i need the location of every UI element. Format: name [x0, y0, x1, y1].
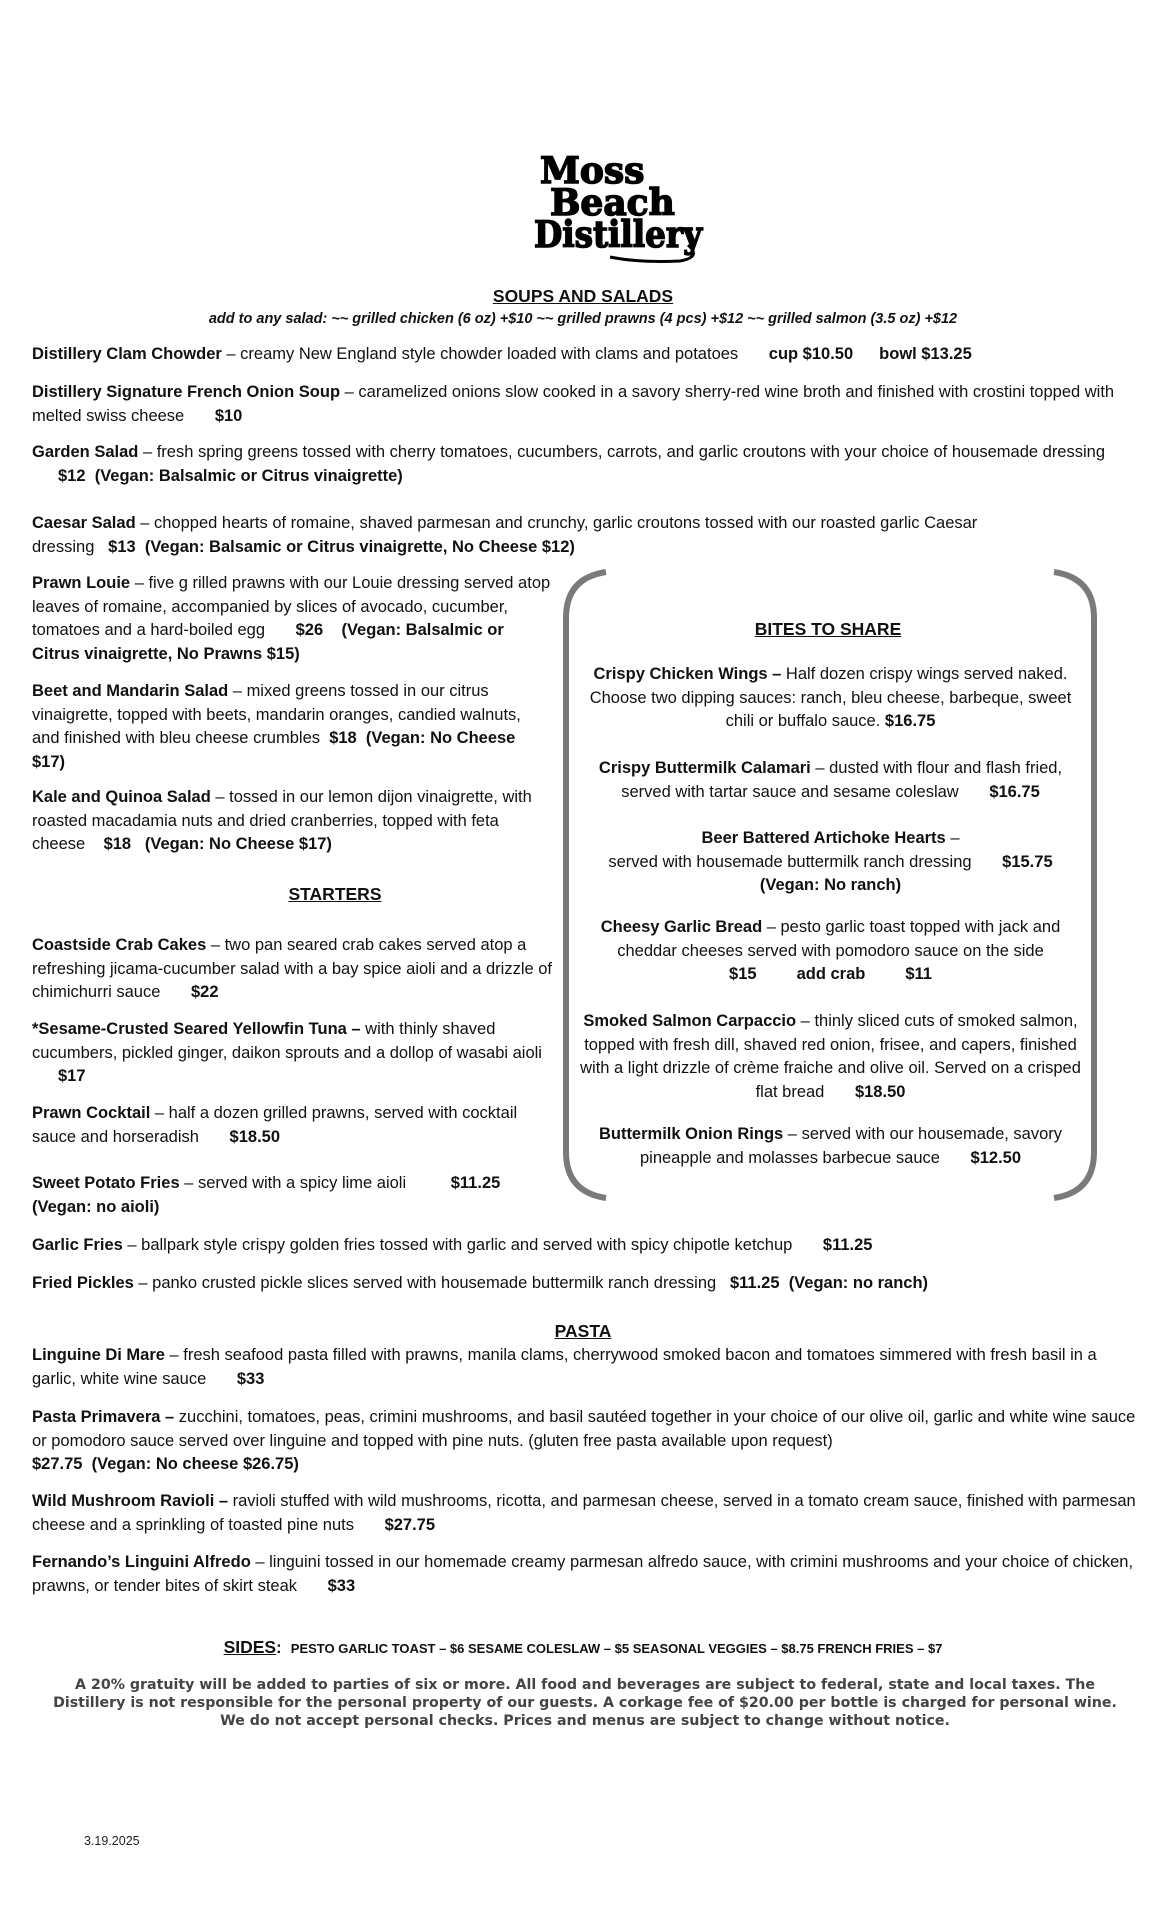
- item-name: Linguine Di Mare: [32, 1346, 165, 1364]
- item-vegan: (Vegan: No ranch): [759, 876, 902, 894]
- menu-item-chicken-wings: [578, 663, 1083, 734]
- item-name: Pasta Primavera –: [32, 1408, 175, 1426]
- item-name: Distillery Signature French Onion Soup: [32, 383, 341, 401]
- menu-item-mushroom-ravioli: [32, 1490, 1140, 1537]
- item-vegan: (Vegan: No Cheese $17): [144, 835, 332, 853]
- logo-line-distillery: Distillery: [534, 214, 703, 256]
- menu-item-linguine-di-mare: [32, 1344, 1140, 1391]
- item-desc: – fresh spring greens tossed with cherry tomatoes, cucumbers, carrots, and garlic croutons with your choice of housemade dressing: [138, 443, 1106, 461]
- item-vegan: (Vegan: Balsamic or Citrus vinaigrette, No Cheese $12): [144, 537, 575, 556]
- menu-item-fried-pickles: [32, 1272, 1132, 1296]
- bites-heading: BITES TO SHARE: [754, 619, 902, 639]
- item-price-cup: cup $10.50: [768, 345, 854, 363]
- menu-item-kale-quinoa-salad: [32, 786, 552, 857]
- item-price: $27.75: [32, 1455, 83, 1473]
- menu-item-garlic-bread: [578, 916, 1083, 987]
- menu-item-artichoke-hearts: [578, 827, 1083, 898]
- item-vegan: (Vegan: no aioli): [32, 1197, 160, 1216]
- item-vegan: (Vegan: Balsalmic or Citrus vinaigrette, No Prawns $15): [32, 621, 504, 663]
- item-name: Caesar Salad: [32, 514, 136, 532]
- item-price: $18: [103, 835, 132, 853]
- item-desc: – fresh seafood pasta filled with prawns, manila clams, cherrywood smoked bacon and tomatoes simmered with fresh basil in a garlic, white wine sauce: [32, 1346, 1097, 1388]
- item-name: Garlic Fries: [32, 1236, 123, 1254]
- item-name: Smoked Salmon Carpaccio: [583, 1012, 797, 1030]
- item-name: Kale and Quinoa Salad: [32, 788, 211, 806]
- item-vegan: (Vegan: no ranch): [788, 1274, 929, 1292]
- menu-item-crab-cakes: [32, 934, 552, 1005]
- item-name: Beer Battered Artichoke Hearts: [701, 829, 946, 847]
- item-price: $16.75: [884, 712, 936, 730]
- item-desc: – served with our housemade, savory pineapple and molasses barbecue sauce: [639, 1125, 1063, 1167]
- item-name: Fried Pickles: [32, 1274, 139, 1292]
- item-price: $27.75: [384, 1515, 436, 1534]
- item-desc: – caramelized onions slow cooked in a savory sherry-red wine broth and finished with crostini topped with melted swiss cheese: [32, 383, 1115, 425]
- item-desc: Half dozen crispy wings served naked. Choose two dipping sauces: ranch, bleu cheese, barbeque, sweet chili or buffalo sauce.: [589, 665, 1072, 730]
- menu-item-caesar-salad: [32, 512, 1042, 559]
- item-vegan: (Vegan: No Cheese $17): [32, 729, 516, 771]
- menu-date: 3.19.2025: [84, 1834, 140, 1848]
- item-desc: ravioli stuffed with wild mushrooms, ricotta, and parmesan cheese, served in a tomato cream sauce, finished with parmesan cheese and a sprinkling of toasted pine nuts: [32, 1492, 1136, 1534]
- item-name: Crispy Chicken Wings –: [593, 665, 782, 683]
- item-price: $18: [329, 729, 357, 747]
- menu-item-linguini-alfredo: [32, 1551, 1140, 1598]
- item-name: Distillery Clam Chowder: [32, 345, 222, 363]
- item-name: Prawn Cocktail: [32, 1104, 151, 1122]
- item-price: $26: [295, 621, 324, 639]
- item-price: $22: [190, 983, 219, 1001]
- item-price-bowl: bowl $13.25: [879, 345, 972, 363]
- item-name: *Sesame-Crusted Seared Yellowfin Tuna –: [32, 1020, 361, 1038]
- salad-addons: add to any salad: ~~ grilled chicken (6 oz) +$10 ~~ grilled prawns (4 pcs) +$12 ~~ grilled salmon (3.5 oz) +$12: [208, 311, 958, 327]
- item-name: Garden Salad: [32, 443, 139, 461]
- item-desc: – mixed greens tossed in our citrus vinaigrette, topped with beets, mandarin oranges, candied walnuts, and finished with bleu cheese crumbles: [32, 682, 521, 747]
- item-desc: – ballpark style crispy golden fries tossed with garlic and served with spicy chipotle ketchup: [122, 1236, 793, 1254]
- menu-item-beet-mandarin-salad: [32, 680, 552, 774]
- item-price: $33: [327, 1576, 356, 1595]
- item-dash: –: [945, 829, 960, 847]
- item-vegan: (Vegan: Balsalmic or Citrus vinaigrette): [94, 466, 403, 485]
- item-desc: – creamy New England style chowder loaded with clams and potatoes: [221, 345, 739, 363]
- disclaimer: A 20% gratuity will be added to parties of six or more. All food and beverages are subject to federal, state and local taxes. The Distillery is not responsible for the personal property of our guests. A corkage fee of $20.00 per bottle is charged for personal wine. We do not accept personal checks. Prices and menus are subject to change without notice.: [53, 1677, 1117, 1729]
- item-desc: – dusted with flour and flash fried, served with tartar sauce and sesame coleslaw: [621, 759, 1063, 801]
- item-desc: – thinly sliced cuts of smoked salmon, topped with fresh dill, shaved red onion, frisee, and capers, finished with a light drizzle of crème fraiche and olive oil. Served on a crisped flat bread: [580, 1012, 1081, 1101]
- item-price: $16.75: [989, 782, 1040, 801]
- item-desc: served with housemade buttermilk ranch dressing: [608, 852, 972, 871]
- item-price: $11.25: [450, 1174, 501, 1192]
- item-name: Prawn Louie: [32, 574, 131, 592]
- menu-item-garden-salad: [32, 441, 1132, 488]
- item-name: Cheesy Garlic Bread: [600, 918, 763, 936]
- item-desc: – five g rilled prawns with our Louie dressing served atop leaves of romaine, accompanied by slices of avocado, cucumber, tomatoes and a hard-boiled egg: [32, 574, 551, 639]
- item-price: $12: [58, 466, 86, 485]
- item-addon-price: $11: [905, 965, 932, 983]
- menu-item-onion-rings: [578, 1123, 1083, 1170]
- sides-label: SIDES: [223, 1637, 277, 1657]
- item-price: $12.50: [970, 1148, 1022, 1167]
- starters-heading: STARTERS: [288, 884, 382, 904]
- sides-colon: :: [276, 1639, 282, 1657]
- item-name: Coastside Crab Cakes: [32, 936, 207, 954]
- menu-item-salmon-carpaccio: [578, 1010, 1083, 1104]
- item-name: Wild Mushroom Ravioli –: [32, 1492, 229, 1510]
- logo-line-moss: Moss: [540, 150, 645, 192]
- item-price: $10: [214, 406, 243, 425]
- item-desc: – linguini tossed in our homemade creamy parmesan alfredo sauce, with crimini mushrooms and your choice of chicken, prawns, or tender bites of skirt steak: [32, 1553, 1134, 1595]
- item-price: $15: [729, 965, 757, 983]
- item-desc: – panko crusted pickle slices served with housemade buttermilk ranch dressing: [138, 1274, 717, 1292]
- moss-beach-distillery-logo: [520, 145, 720, 263]
- item-price: $18.50: [854, 1082, 906, 1101]
- item-desc: – half a dozen grilled prawns, served with cocktail sauce and horseradish: [32, 1104, 518, 1146]
- pasta-heading: PASTA: [554, 1321, 612, 1341]
- item-price: $11.25: [729, 1274, 780, 1292]
- item-price: $33: [236, 1369, 265, 1388]
- item-name: Sweet Potato Fries: [32, 1174, 180, 1192]
- item-price: $15.75: [1002, 852, 1053, 871]
- menu-item-sweet-potato-fries: [32, 1172, 552, 1219]
- item-name: Crispy Buttermilk Calamari: [598, 759, 811, 777]
- item-price: $18.50: [229, 1127, 281, 1146]
- item-desc: – chopped hearts of romaine, shaved parmesan and crunchy, garlic croutons tossed with our roasted garlic Caesar dressing: [32, 514, 978, 556]
- item-price: $13: [108, 537, 136, 556]
- menu-item-calamari: [578, 757, 1083, 804]
- sides-items: PESTO GARLIC TOAST – $6 SESAME COLESLAW – $5 SEASONAL VEGGIES – $8.75 FRENCH FRIES – $7: [290, 1641, 943, 1656]
- item-vegan: (Vegan: No cheese $26.75): [91, 1455, 299, 1473]
- menu-item-yellowfin-tuna: [32, 1018, 552, 1089]
- item-price: $11.25: [822, 1236, 873, 1254]
- menu-item-french-onion-soup: [32, 381, 1140, 428]
- item-name: Beet and Mandarin Salad: [32, 682, 229, 700]
- menu-item-prawn-cocktail: [32, 1102, 552, 1149]
- soups-salads-heading: SOUPS AND SALADS: [492, 286, 674, 306]
- item-price: $17: [58, 1067, 86, 1085]
- item-desc: – served with a spicy lime aioli: [179, 1174, 407, 1192]
- item-desc: zucchini, tomatoes, peas, crimini mushrooms, and basil sautéed together in your choice of our olive oil, garlic and white wine sauce or pomodoro sauce served over linguine and topped with pine nuts. (gluten free pasta available upon request): [32, 1408, 1136, 1450]
- item-desc: – tossed in our lemon dijon vinaigrette, with roasted macadamia nuts and dried cranberries, topped with feta cheese: [32, 788, 532, 853]
- logo-line-beach: Beach: [550, 182, 675, 224]
- sides-line: [0, 1636, 1166, 1661]
- item-desc: with thinly shaved cucumbers, pickled ginger, daikon sprouts and a dollop of wasabi aioli: [32, 1020, 542, 1062]
- item-desc: – pesto garlic toast topped with jack and cheddar cheeses served with pomodoro sauce on the side: [617, 918, 1061, 960]
- item-addon: add crab: [796, 965, 866, 983]
- menu-item-clam-chowder: [32, 343, 1132, 367]
- menu-item-prawn-louie: [32, 572, 552, 666]
- menu-item-pasta-primavera: [32, 1406, 1140, 1477]
- item-name: Buttermilk Onion Rings: [598, 1125, 784, 1143]
- item-desc: – two pan seared crab cakes served atop a refreshing jicama-cucumber salad with a bay spice aioli and a drizzle of chimichurri sauce: [32, 936, 552, 1001]
- item-name: Fernando’s Linguini Alfredo: [32, 1553, 251, 1571]
- menu-item-garlic-fries: [32, 1234, 1132, 1258]
